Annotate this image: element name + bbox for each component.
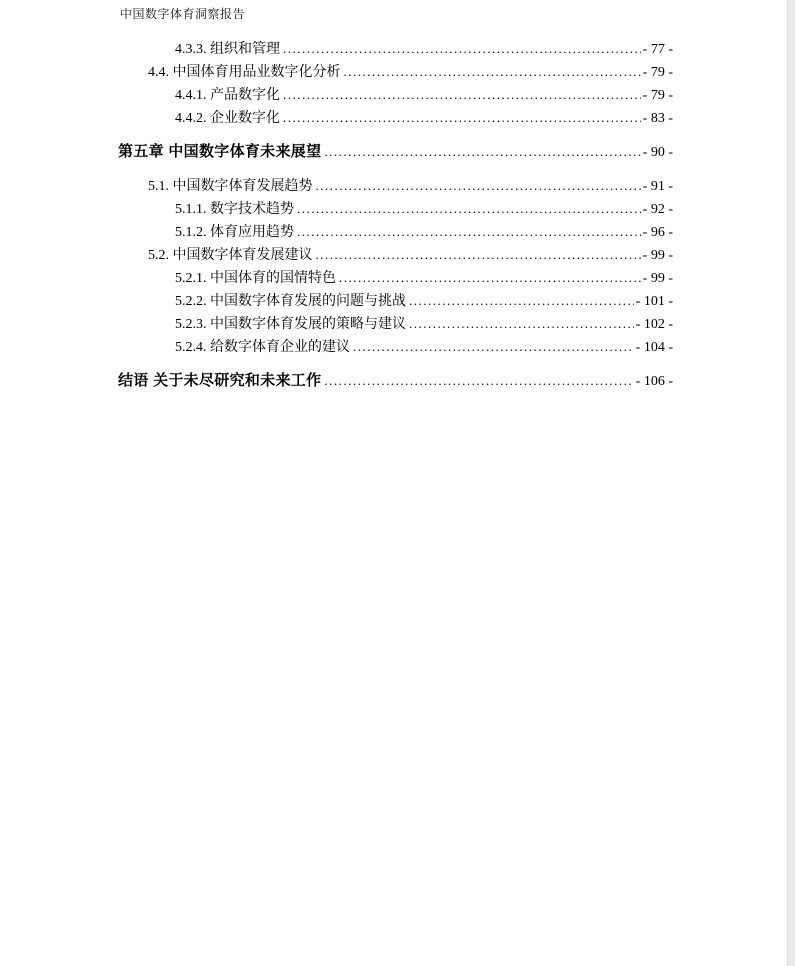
toc-entry[interactable] bbox=[118, 198, 673, 221]
toc-entry-label: 5.1.1. 数字技术趋势 bbox=[175, 202, 294, 217]
toc-entry-label: 4.4. 中国体育用品业数字化分析 bbox=[148, 65, 341, 80]
toc-entry[interactable] bbox=[118, 141, 673, 164]
toc-entry-label: 5.1. 中国数字体育发展趋势 bbox=[148, 179, 313, 194]
toc-entry-page-number: - 90 - bbox=[642, 145, 673, 160]
toc-dot-leader bbox=[339, 267, 641, 289]
toc-entry[interactable] bbox=[118, 175, 673, 198]
toc-entry-page-number: - 83 - bbox=[642, 111, 673, 126]
toc-entry-page-number: - 104 - bbox=[635, 340, 673, 355]
toc-entry-page-number: - 79 - bbox=[642, 88, 673, 103]
toc-dot-leader bbox=[297, 221, 641, 243]
toc-entry-page-number: - 92 - bbox=[642, 202, 673, 217]
toc-entry-page-number: - 96 - bbox=[642, 225, 673, 240]
toc-entry-label: 结语 关于未尽研究和未来工作 bbox=[118, 372, 322, 389]
toc-entry[interactable] bbox=[118, 336, 673, 359]
toc-entry-page-number: - 101 - bbox=[635, 294, 673, 309]
toc-list bbox=[118, 38, 673, 404]
toc-dot-leader bbox=[316, 244, 641, 266]
toc-entry[interactable] bbox=[118, 221, 673, 244]
toc-entry-label: 5.1.2. 体育应用趋势 bbox=[175, 225, 294, 240]
toc-entry[interactable] bbox=[118, 267, 673, 290]
toc-entry[interactable] bbox=[118, 313, 673, 336]
toc-dot-leader bbox=[344, 61, 641, 83]
toc-dot-leader bbox=[297, 198, 641, 220]
toc-dot-leader bbox=[324, 141, 640, 163]
toc-entry-label: 4.3.3. 组织和管理 bbox=[175, 42, 280, 57]
toc-dot-leader bbox=[316, 175, 641, 197]
toc-entry-label: 4.4.2. 企业数字化 bbox=[175, 111, 280, 126]
toc-entry-label: 5.2.3. 中国数字体育发展的策略与建议 bbox=[175, 317, 406, 332]
toc-entry[interactable] bbox=[118, 61, 673, 84]
toc-entry[interactable] bbox=[118, 244, 673, 267]
toc-entry-label: 4.4.1. 产品数字化 bbox=[175, 88, 280, 103]
toc-entry-page-number: - 99 - bbox=[642, 271, 673, 286]
toc-entry-label: 第五章 中国数字体育未来展望 bbox=[118, 143, 322, 160]
toc-dot-leader bbox=[283, 38, 641, 60]
toc-dot-leader bbox=[283, 107, 641, 129]
viewport-right-edge bbox=[787, 0, 795, 966]
toc-entry-label: 5.2.1. 中国体育的国情特色 bbox=[175, 271, 336, 286]
toc-entry-page-number: - 102 - bbox=[635, 317, 673, 332]
toc-dot-leader bbox=[283, 84, 641, 106]
toc-entry-label: 5.2. 中国数字体育发展建议 bbox=[148, 248, 313, 263]
toc-entry-label: 5.2.4. 给数字体育企业的建议 bbox=[175, 340, 350, 355]
toc-entry[interactable] bbox=[118, 84, 673, 107]
toc-entry-page-number: - 106 - bbox=[635, 374, 673, 389]
toc-dot-leader bbox=[409, 313, 634, 335]
toc-entry-page-number: - 77 - bbox=[642, 42, 673, 57]
toc-entry-page-number: - 99 - bbox=[642, 248, 673, 263]
toc-dot-leader bbox=[409, 290, 634, 312]
toc-entry[interactable] bbox=[118, 38, 673, 61]
toc-entry-page-number: - 79 - bbox=[642, 65, 673, 80]
running-header: 中国数字体育洞察报告 bbox=[120, 7, 246, 21]
toc-dot-leader bbox=[353, 336, 634, 358]
toc-entry[interactable] bbox=[118, 370, 673, 393]
toc-dot-leader bbox=[324, 370, 633, 392]
toc-entry[interactable] bbox=[118, 290, 673, 313]
toc-entry-label: 5.2.2. 中国数字体育发展的问题与挑战 bbox=[175, 294, 406, 309]
toc-entry-page-number: - 91 - bbox=[642, 179, 673, 194]
toc-entry[interactable] bbox=[118, 107, 673, 130]
